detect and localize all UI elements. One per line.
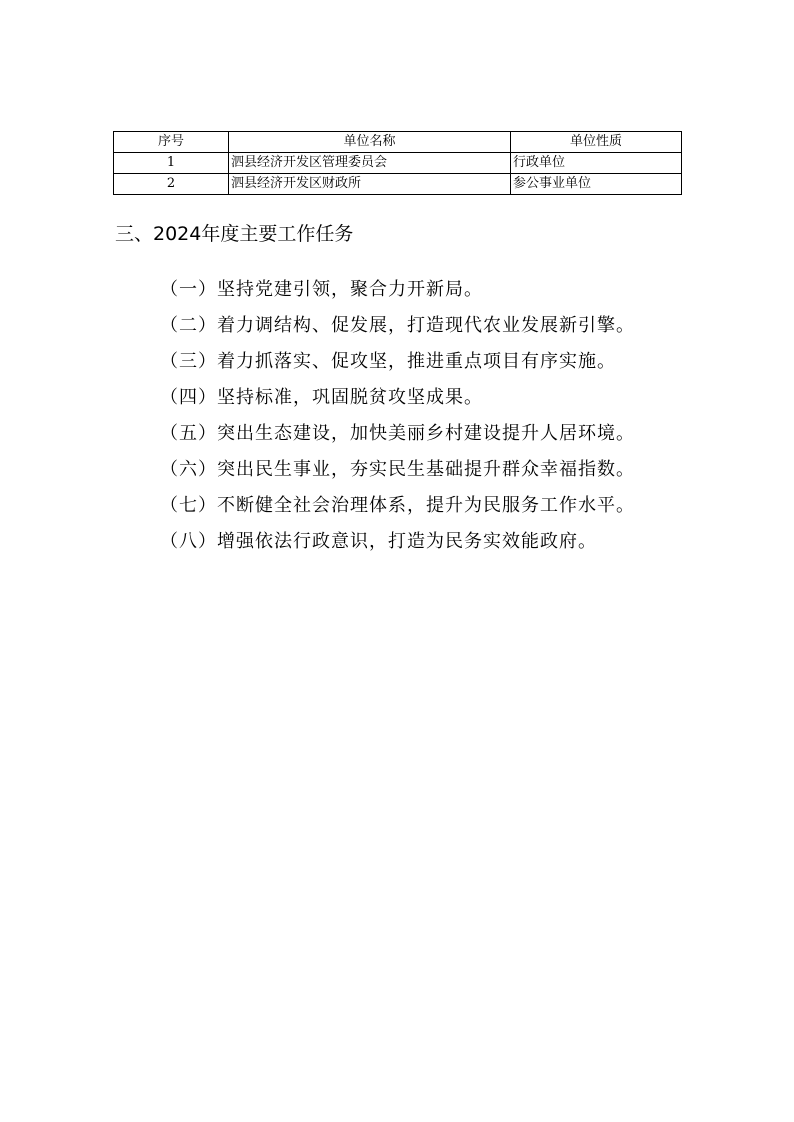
row-index: 2 bbox=[114, 174, 229, 195]
section-heading: 三、2024年度主要工作任务 bbox=[115, 223, 354, 245]
task-item: （六）突出民生事业，夯实民生基础提升群众幸福指数。 bbox=[160, 459, 635, 480]
row-unit-type: 行政单位 bbox=[511, 153, 682, 174]
header-index: 序号 bbox=[114, 132, 229, 153]
unit-table bbox=[113, 131, 682, 195]
task-item: （五）突出生态建设，加快美丽乡村建设提升人居环境。 bbox=[160, 423, 635, 444]
task-list bbox=[160, 272, 635, 560]
row-unit-name: 泗县经济开发区财政所 bbox=[229, 174, 511, 195]
row-index: 1 bbox=[114, 153, 229, 174]
task-item: （四）坚持标准，巩固脱贫攻坚成果。 bbox=[160, 387, 483, 408]
task-item: （七）不断健全社会治理体系，提升为民服务工作水平。 bbox=[160, 495, 635, 516]
task-item: （八）增强依法行政意识，打造为民务实效能政府。 bbox=[160, 531, 597, 552]
header-unit-type: 单位性质 bbox=[511, 132, 682, 153]
task-item: （二）着力调结构、促发展，打造现代农业发展新引擎。 bbox=[160, 315, 635, 336]
row-unit-type: 参公事业单位 bbox=[511, 174, 682, 195]
task-item: （一）坚持党建引领，聚合力开新局。 bbox=[160, 279, 483, 300]
header-unit-name: 单位名称 bbox=[229, 132, 511, 153]
task-item: （三）着力抓落实、促攻坚，推进重点项目有序实施。 bbox=[160, 351, 616, 372]
table-row bbox=[114, 153, 682, 174]
table-header-row bbox=[114, 132, 682, 153]
table-row bbox=[114, 174, 682, 195]
row-unit-name: 泗县经济开发区管理委员会 bbox=[229, 153, 511, 174]
